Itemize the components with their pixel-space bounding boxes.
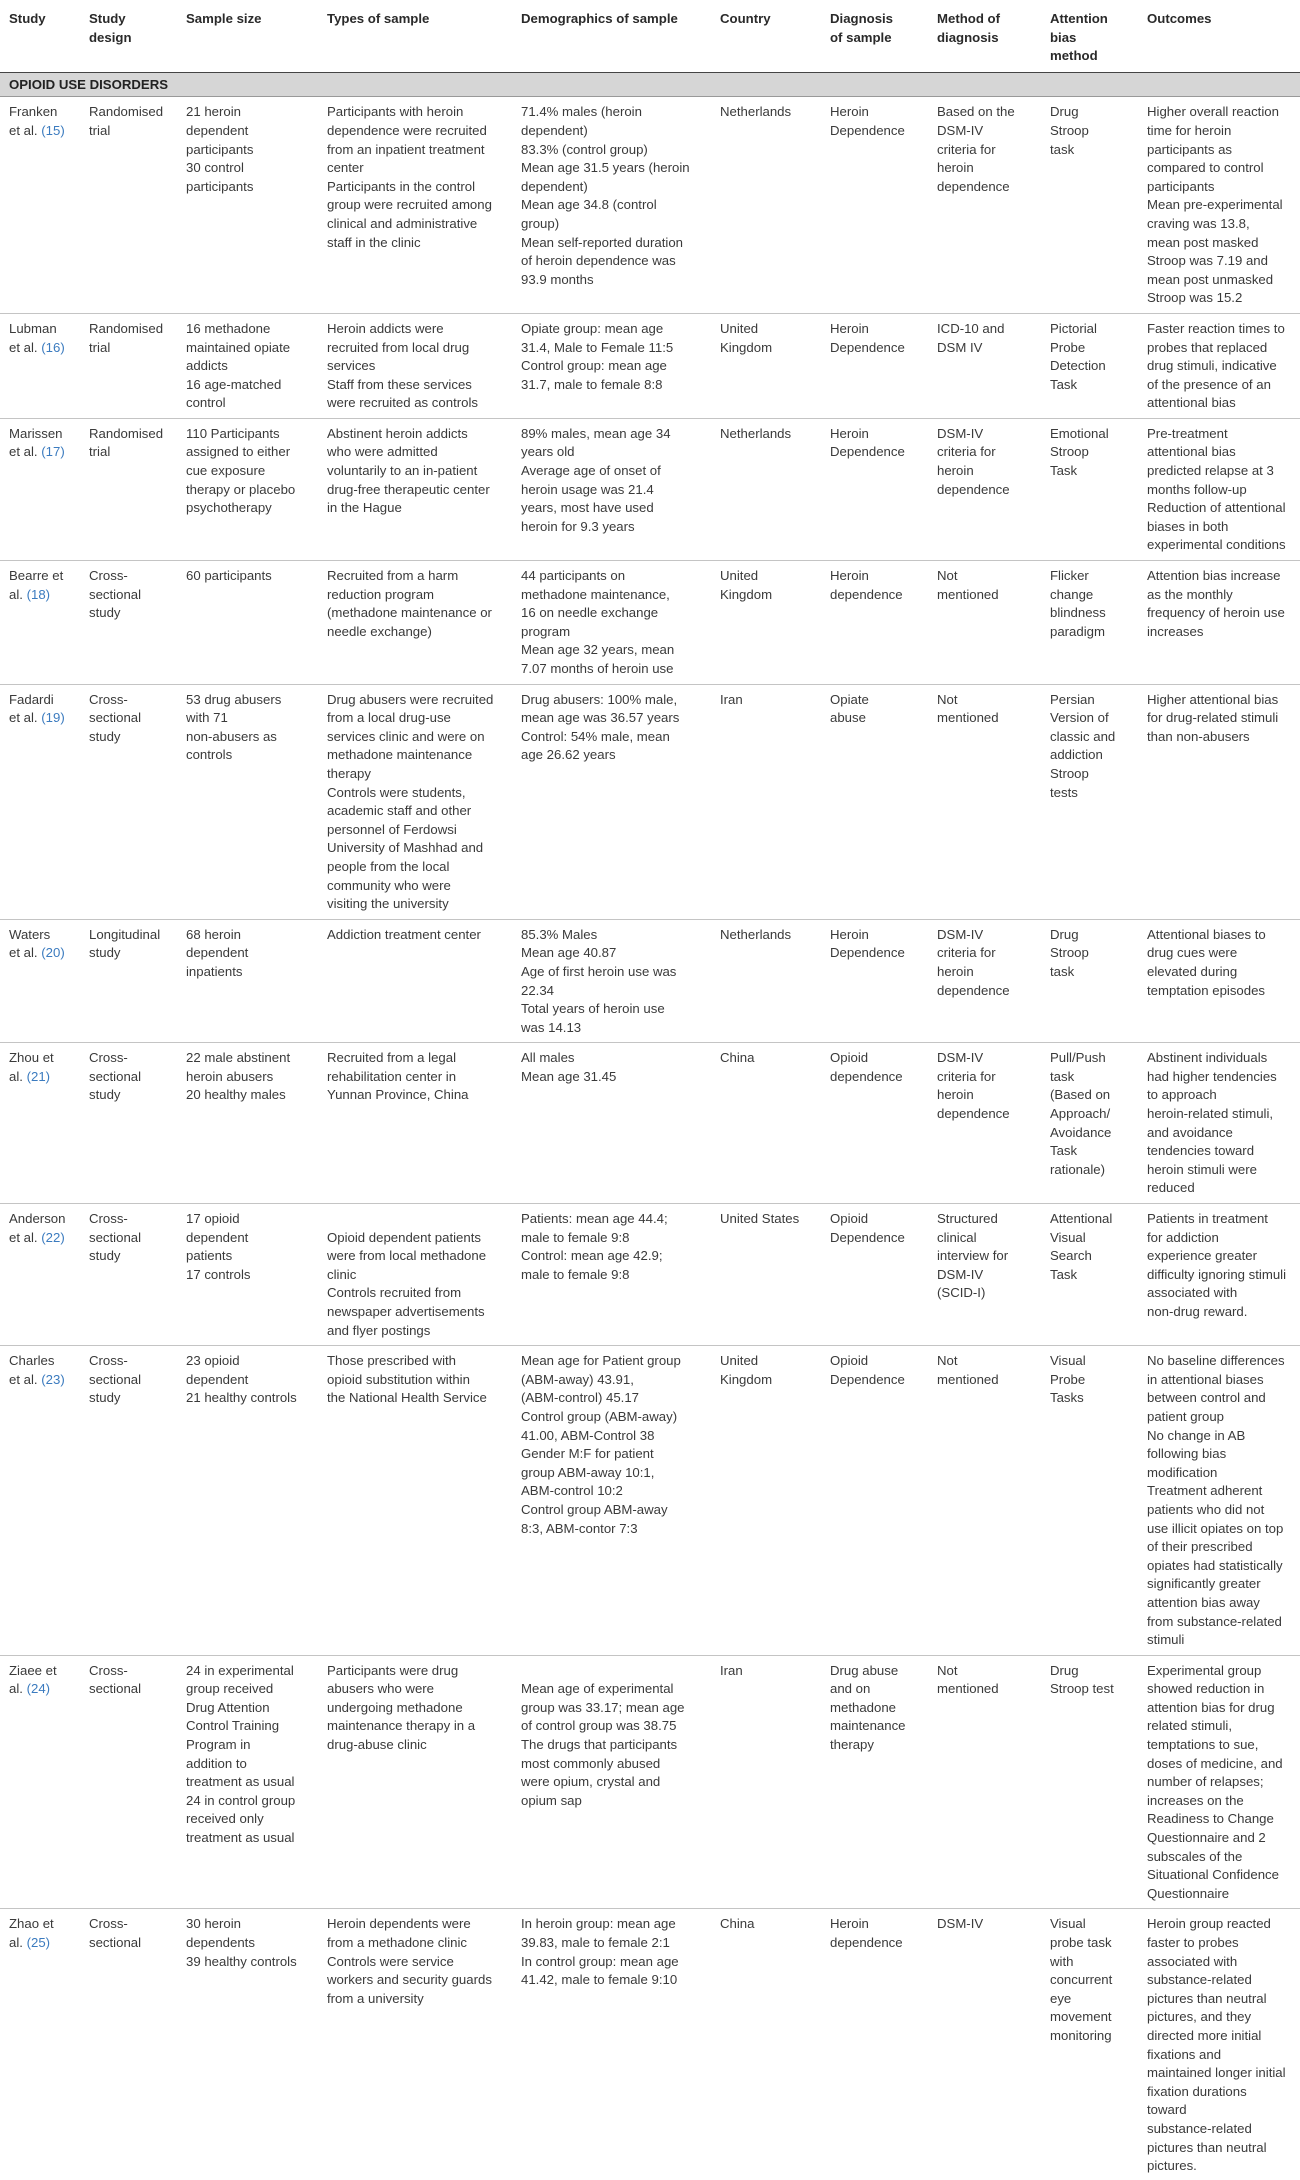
cell-sample-size: 16 methadone maintained opiate addicts 16 age-matched control bbox=[177, 313, 318, 418]
cell-design: Cross- sectional study bbox=[80, 684, 177, 919]
cell-study bbox=[0, 313, 80, 418]
cell-method: DSM-IV bbox=[928, 1909, 1041, 2180]
citation-link[interactable]: (23) bbox=[41, 1371, 65, 1387]
cell-sample-size: 60 participants bbox=[177, 561, 318, 685]
cell-country: Iran bbox=[711, 684, 821, 919]
cell-diagnosis: Heroin Dependence bbox=[821, 97, 928, 314]
cell-attention: Pictorial Probe Detection Task bbox=[1041, 313, 1138, 418]
cell-country: Netherlands bbox=[711, 418, 821, 560]
cell-types: Those prescribed with opioid substitution within the National Health Service bbox=[318, 1346, 512, 1656]
cell-diagnosis: Opioid Dependence bbox=[821, 1204, 928, 1346]
header-study: Study bbox=[0, 2, 80, 72]
table-row bbox=[0, 561, 1300, 685]
study-author: Bearre et al. bbox=[9, 568, 64, 602]
cell-attention: Attentional Visual Search Task bbox=[1041, 1204, 1138, 1346]
cell-study bbox=[0, 561, 80, 685]
cell-types: Heroin dependents were from a methadone clinic Controls were service workers and security guards from a university bbox=[318, 1909, 512, 2180]
cell-types: Participants with heroin dependence were recruited from an inpatient treatment center Participants in the control group were recruited among clinical and administrative staff in the clinic bbox=[318, 97, 512, 314]
table-row bbox=[0, 1346, 1300, 1656]
header-method-of-diagnosis: Method of diagnosis bbox=[928, 2, 1041, 72]
cell-diagnosis: Opioid Dependence bbox=[821, 1346, 928, 1656]
cell-demographics: In heroin group: mean age 39.83, male to female 2:1 In control group: mean age 41.42, male to female 9:10 bbox=[512, 1909, 711, 2180]
citation-link[interactable]: (22) bbox=[41, 1229, 65, 1245]
citation-link[interactable]: (20) bbox=[41, 945, 65, 961]
cell-attention: Visual Probe Tasks bbox=[1041, 1346, 1138, 1656]
table-row bbox=[0, 313, 1300, 418]
cell-country: United Kingdom bbox=[711, 313, 821, 418]
table-row bbox=[0, 1043, 1300, 1204]
citation-link[interactable]: (19) bbox=[41, 710, 65, 726]
cell-outcomes: No baseline differences in attentional biases between control and patient group No change in AB following bias modification Treatment adherent patients who did not use illicit opiates on top of their prescribed opiates had statistically significantly greater attention bias away from substance-related stimuli bbox=[1138, 1346, 1300, 1656]
table-row bbox=[0, 919, 1300, 1043]
cell-attention: Flicker change blindness paradigm bbox=[1041, 561, 1138, 685]
cell-study bbox=[0, 1043, 80, 1204]
cell-outcomes: Pre-treatment attentional bias predicted relapse at 3 months follow-up Reduction of attentional biases in both experimental conditions bbox=[1138, 418, 1300, 560]
cell-sample-size: 110 Participants assigned to either cue exposure therapy or placebo psychotherapy bbox=[177, 418, 318, 560]
header-attention-bias-method: Attention bias method bbox=[1041, 2, 1138, 72]
citation-link[interactable]: (18) bbox=[26, 586, 51, 602]
cell-outcomes: Heroin group reacted faster to probes associated with substance-related pictures than neutral pictures, and they directed more initial fixations and maintained longer initial fixation durations toward substance-related pictures than neutral pictures. bbox=[1138, 1909, 1300, 2180]
cell-country: Netherlands bbox=[711, 919, 821, 1043]
citation-link[interactable]: (16) bbox=[41, 339, 65, 355]
cell-types: Recruited from a harm reduction program (methadone maintenance or needle exchange) bbox=[318, 561, 512, 685]
cell-design: Cross- sectional bbox=[80, 1909, 177, 2180]
cell-method: Based on the DSM-IV criteria for heroin dependence bbox=[928, 97, 1041, 314]
cell-study bbox=[0, 97, 80, 314]
cell-study bbox=[0, 1909, 80, 2180]
cell-outcomes: Higher overall reaction time for heroin participants as compared to control participants Mean pre-experimental craving was 13.8, mean post masked Stroop was 7.19 and mean post unmasked Stroop was 15.2 bbox=[1138, 97, 1300, 314]
cell-study bbox=[0, 684, 80, 919]
cell-sample-size: 17 opioid dependent patients 17 controls bbox=[177, 1204, 318, 1346]
cell-sample-size: 53 drug abusers with 71 non-abusers as controls bbox=[177, 684, 318, 919]
study-author: Waters et al. bbox=[9, 926, 51, 961]
cell-outcomes: Attentional biases to drug cues were elevated during temptation episodes bbox=[1138, 919, 1300, 1043]
table-row bbox=[0, 1655, 1300, 1909]
citation-link[interactable]: (15) bbox=[41, 122, 65, 138]
cell-attention: Pull/Push task (Based on Approach/ Avoidance Task rationale) bbox=[1041, 1043, 1138, 1204]
study-author: Zhao et al. bbox=[9, 1916, 54, 1950]
cell-types: Addiction treatment center bbox=[318, 919, 512, 1043]
cell-method: DSM-IV criteria for heroin dependence bbox=[928, 1043, 1041, 1204]
cell-study bbox=[0, 1204, 80, 1346]
study-author: Franken et al. bbox=[9, 104, 58, 138]
cell-sample-size: 30 heroin dependents 39 healthy controls bbox=[177, 1909, 318, 2180]
cell-demographics: 89% males, mean age 34 years old Average age of onset of heroin usage was 21.4 years, most have used heroin for 9.3 years bbox=[512, 418, 711, 560]
study-author: Charles et al. bbox=[9, 1353, 55, 1387]
cell-country: Netherlands bbox=[711, 97, 821, 314]
cell-sample-size: 23 opioid dependent 21 healthy controls bbox=[177, 1346, 318, 1656]
cell-study bbox=[0, 1346, 80, 1656]
cell-attention: Drug Stroop task bbox=[1041, 919, 1138, 1043]
cell-design: Cross- sectional study bbox=[80, 1204, 177, 1346]
cell-types: Abstinent heroin addicts who were admitted voluntarily to an in-patient drug-free therapeutic center in the Hague bbox=[318, 418, 512, 560]
cell-method: Not mentioned bbox=[928, 1655, 1041, 1909]
cell-demographics: Opiate group: mean age 31.4, Male to Female 11:5 Control group: mean age 31.7, male to female 8:8 bbox=[512, 313, 711, 418]
header-study-design: Study design bbox=[80, 2, 177, 72]
cell-diagnosis: Drug abuse and on methadone maintenance therapy bbox=[821, 1655, 928, 1909]
cell-sample-size: 68 heroin dependent inpatients bbox=[177, 919, 318, 1043]
cell-demographics: 71.4% males (heroin dependent) 83.3% (control group) Mean age 31.5 years (heroin dependent) Mean age 34.8 (control group) Mean self-reported duration of heroin dependence was 93.9 months bbox=[512, 97, 711, 314]
table-row bbox=[0, 684, 1300, 919]
cell-types: Drug abusers were recruited from a local drug-use services clinic and were on methadone maintenance therapy Controls were students, academic staff and other personnel of Ferdowsi University of Mashhad and people from the local community who were visiting the university bbox=[318, 684, 512, 919]
cell-sample-size: 21 heroin dependent participants 30 control participants bbox=[177, 97, 318, 314]
cell-diagnosis: Heroin dependence bbox=[821, 561, 928, 685]
cell-method: ICD-10 and DSM IV bbox=[928, 313, 1041, 418]
cell-design: Cross- sectional bbox=[80, 1655, 177, 1909]
cell-attention: Visual probe task with concurrent eye movement monitoring bbox=[1041, 1909, 1138, 2180]
cell-design: Cross- sectional study bbox=[80, 561, 177, 685]
study-author: Zhou et al. bbox=[9, 1050, 54, 1084]
cell-diagnosis: Opioid dependence bbox=[821, 1043, 928, 1204]
cell-method: Structured clinical interview for DSM-IV (SCID-I) bbox=[928, 1204, 1041, 1346]
cell-sample-size: 24 in experimental group received Drug Attention Control Training Program in addition to treatment as usual 24 in control group received only treatment as usual bbox=[177, 1655, 318, 1909]
cell-attention: Persian Version of classic and addiction Stroop tests bbox=[1041, 684, 1138, 919]
table-row bbox=[0, 1204, 1300, 1346]
cell-design: Cross- sectional study bbox=[80, 1043, 177, 1204]
cell-diagnosis: Opiate abuse bbox=[821, 684, 928, 919]
cell-design: Randomised trial bbox=[80, 313, 177, 418]
cell-method: DSM-IV criteria for heroin dependence bbox=[928, 418, 1041, 560]
header-diagnosis: Diagnosis of sample bbox=[821, 2, 928, 72]
header-demographics: Demographics of sample bbox=[512, 2, 711, 72]
citation-link[interactable]: (17) bbox=[41, 444, 65, 460]
cell-attention: Emotional Stroop Task bbox=[1041, 418, 1138, 560]
cell-method: Not mentioned bbox=[928, 561, 1041, 685]
cell-demographics: Mean age for Patient group (ABM-away) 43.91, (ABM-control) 45.17 Control group (ABM-away) 41.00, ABM-Control 38 Gender M:F for patient group ABM-away 10:1, ABM-control 10:2 Control group ABM-away 8:3, ABM-contor 7:3 bbox=[512, 1346, 711, 1656]
study-author: Marissen et al. bbox=[9, 425, 63, 460]
study-author: Lubman et al. bbox=[9, 320, 57, 355]
citation-link[interactable]: (24) bbox=[26, 1681, 51, 1697]
cell-demographics: All males Mean age 31.45 bbox=[512, 1043, 711, 1204]
cell-outcomes: Patients in treatment for addiction experience greater difficulty ignoring stimuli associated with non-drug reward. bbox=[1138, 1204, 1300, 1346]
cell-attention: Drug Stroop test bbox=[1041, 1655, 1138, 1909]
header-country: Country bbox=[711, 2, 821, 72]
cell-method: DSM-IV criteria for heroin dependence bbox=[928, 919, 1041, 1043]
cell-method: Not mentioned bbox=[928, 684, 1041, 919]
studies-table bbox=[0, 2, 1300, 2180]
cell-design: Longitudinal study bbox=[80, 919, 177, 1043]
cell-demographics: 85.3% Males Mean age 40.87 Age of first heroin use was 22.34 Total years of heroin use was 14.13 bbox=[512, 919, 711, 1043]
cell-diagnosis: Heroin Dependence bbox=[821, 313, 928, 418]
cell-demographics: Mean age of experimental group was 33.17; mean age of control group was 38.75 The drugs that participants most commonly abused were opium, crystal and opium sap bbox=[512, 1655, 711, 1909]
cell-country: Iran bbox=[711, 1655, 821, 1909]
cell-design: Randomised trial bbox=[80, 418, 177, 560]
cell-design: Randomised trial bbox=[80, 97, 177, 314]
citation-link[interactable]: (25) bbox=[26, 1935, 51, 1950]
header-outcomes: Outcomes bbox=[1138, 2, 1300, 72]
study-author: Fadardi et al. bbox=[9, 691, 54, 726]
cell-outcomes: Faster reaction times to probes that replaced drug stimuli, indicative of the presence of an attentional bias bbox=[1138, 313, 1300, 418]
table-row bbox=[0, 97, 1300, 314]
cell-design: Cross- sectional study bbox=[80, 1346, 177, 1656]
section-title: OPIOID USE DISORDERS bbox=[0, 72, 1300, 97]
cell-diagnosis: Heroin Dependence bbox=[821, 418, 928, 560]
cell-diagnosis: Heroin dependence bbox=[821, 1909, 928, 2180]
cell-types: Recruited from a legal rehabilitation center in Yunnan Province, China bbox=[318, 1043, 512, 1204]
table-row bbox=[0, 1909, 1300, 2180]
header-types-of-sample: Types of sample bbox=[318, 2, 512, 72]
cell-outcomes: Experimental group showed reduction in attention bias for drug related stimuli, temptations to sue, doses of medicine, and number of relapses; increases on the Readiness to Change Questionnaire and 2 subscales of the Situational Confidence Questionnaire bbox=[1138, 1655, 1300, 1909]
header-sample-size: Sample size bbox=[177, 2, 318, 72]
cell-study bbox=[0, 1655, 80, 1909]
cell-study bbox=[0, 418, 80, 560]
cell-outcomes: Attention bias increase as the monthly frequency of heroin use increases bbox=[1138, 561, 1300, 685]
cell-types: Opioid dependent patients were from local methadone clinic Controls recruited from newspaper advertisements and flyer postings bbox=[318, 1204, 512, 1346]
cell-method: Not mentioned bbox=[928, 1346, 1041, 1656]
cell-outcomes: Higher attentional bias for drug-related stimuli than non-abusers bbox=[1138, 684, 1300, 919]
cell-country: United Kingdom bbox=[711, 1346, 821, 1656]
cell-study bbox=[0, 919, 80, 1043]
cell-sample-size: 22 male abstinent heroin abusers 20 healthy males bbox=[177, 1043, 318, 1204]
cell-country: China bbox=[711, 1909, 821, 2180]
cell-country: China bbox=[711, 1043, 821, 1204]
cell-demographics: Drug abusers: 100% male, mean age was 36.57 years Control: 54% male, mean age 26.62 years bbox=[512, 684, 711, 919]
cell-types: Heroin addicts were recruited from local drug services Staff from these services were recruited as controls bbox=[318, 313, 512, 418]
cell-diagnosis: Heroin Dependence bbox=[821, 919, 928, 1043]
cell-outcomes: Abstinent individuals had higher tendencies to approach heroin-related stimuli, and avoidance tendencies toward heroin stimuli were reduced bbox=[1138, 1043, 1300, 1204]
section-row bbox=[0, 72, 1300, 97]
study-author: Ziaee et al. bbox=[9, 1662, 57, 1697]
table-body bbox=[0, 72, 1300, 2180]
cell-demographics: Patients: mean age 44.4; male to female 9:8 Control: mean age 42.9; male to female 9:8 bbox=[512, 1204, 711, 1346]
citation-link[interactable]: (21) bbox=[26, 1068, 51, 1084]
table-row bbox=[0, 418, 1300, 560]
cell-attention: Drug Stroop task bbox=[1041, 97, 1138, 314]
cell-country: United States bbox=[711, 1204, 821, 1346]
cell-types: Participants were drug abusers who were undergoing methadone maintenance therapy in a drug-abuse clinic bbox=[318, 1655, 512, 1909]
cell-demographics: 44 participants on methadone maintenance, 16 on needle exchange program Mean age 32 years, mean 7.07 months of heroin use bbox=[512, 561, 711, 685]
cell-country: United Kingdom bbox=[711, 561, 821, 685]
table-header-row bbox=[0, 2, 1300, 72]
study-author: Anderson et al. bbox=[9, 1211, 66, 1245]
